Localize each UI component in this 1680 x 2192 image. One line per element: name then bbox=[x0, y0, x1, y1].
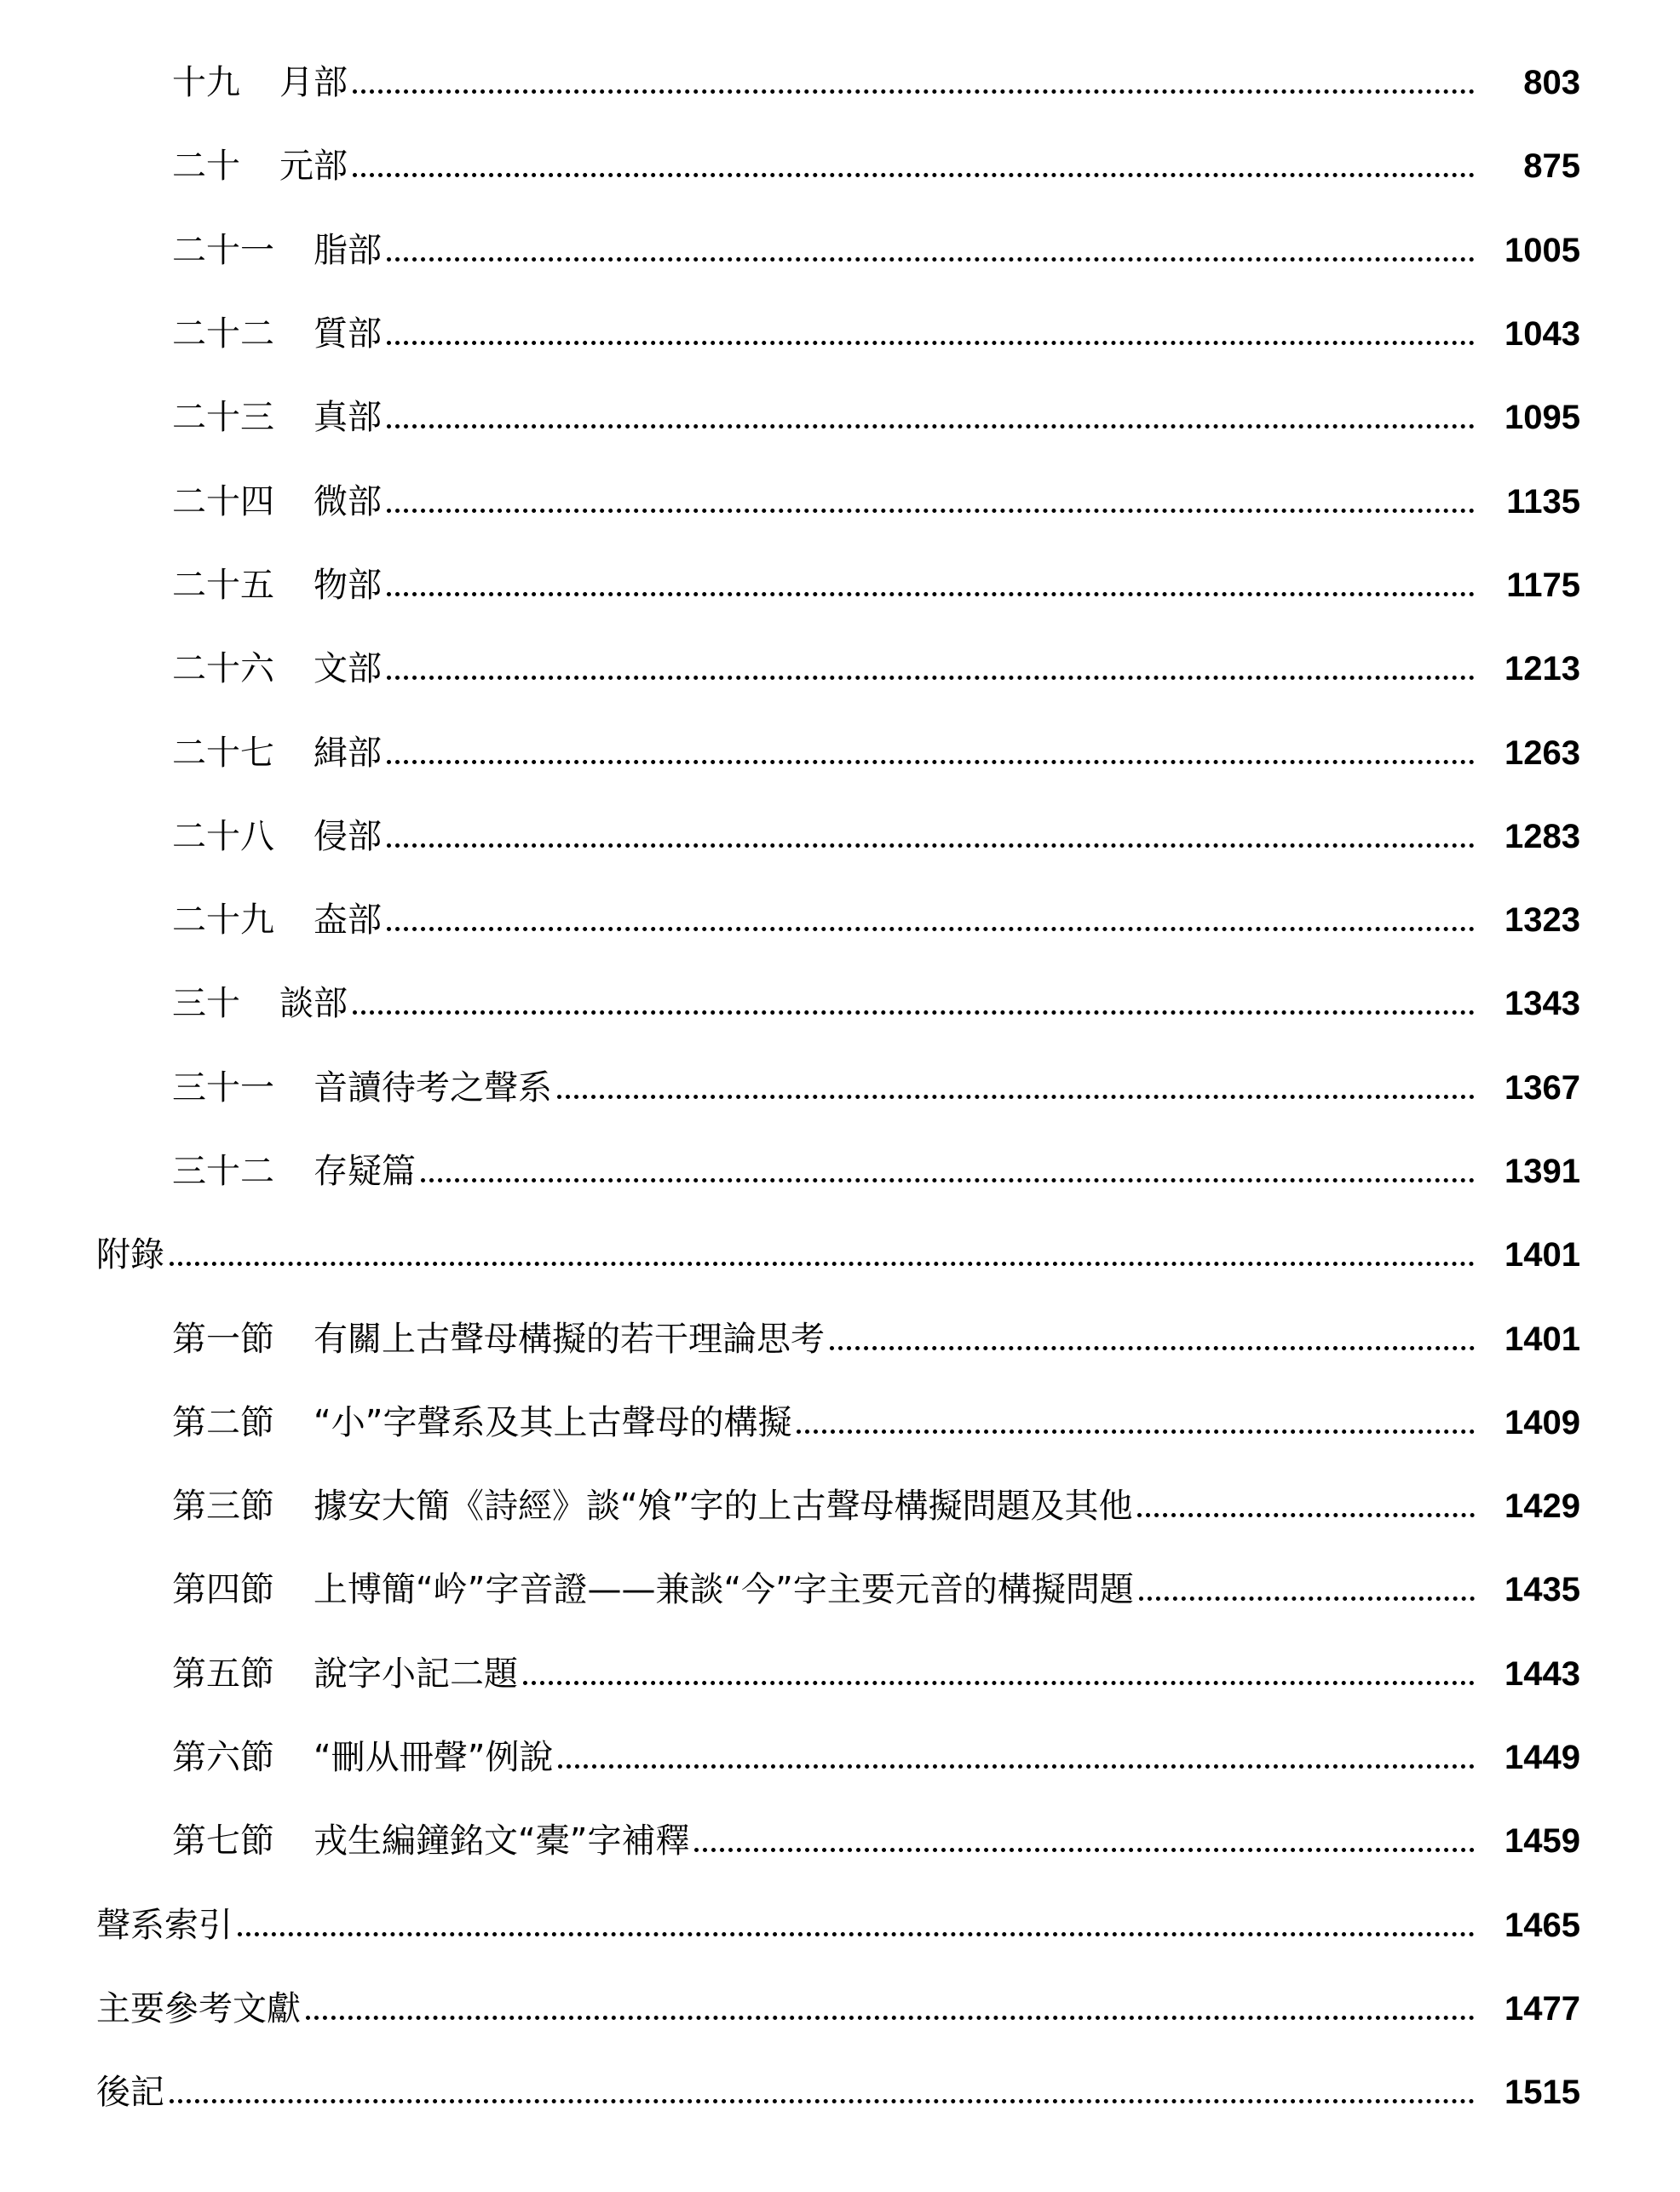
entry-number: 二十七 bbox=[172, 733, 274, 773]
toc-entry[interactable] bbox=[0, 1464, 1680, 1548]
page-number: 1135 bbox=[1506, 482, 1580, 521]
toc-entry[interactable] bbox=[0, 627, 1680, 711]
toc-entry[interactable] bbox=[0, 962, 1680, 1045]
entry-title: “小”字聲系及其上古聲母的構擬 bbox=[314, 1402, 792, 1442]
entry-title: 微部 bbox=[314, 481, 382, 521]
dot-leader bbox=[421, 1150, 1475, 1193]
toc-entry[interactable] bbox=[0, 795, 1680, 878]
page-number: 1213 bbox=[1505, 650, 1580, 688]
entry-number: 三十一 bbox=[172, 1067, 274, 1108]
entry-number: 第一節 bbox=[172, 1319, 274, 1359]
dot-leader bbox=[353, 145, 1475, 187]
entry-number: 第六節 bbox=[172, 1738, 274, 1778]
entry-title: 存疑篇 bbox=[314, 1152, 416, 1191]
entry-number: 三十二 bbox=[172, 1152, 274, 1191]
page-number: 1435 bbox=[1505, 1571, 1580, 1609]
dot-leader bbox=[387, 732, 1475, 774]
toc-entry[interactable] bbox=[0, 1967, 1680, 2051]
dot-leader bbox=[387, 815, 1475, 858]
dot-leader bbox=[170, 2071, 1475, 2114]
entry-number: 十九 bbox=[172, 63, 240, 103]
entry-title: 緝部 bbox=[314, 733, 382, 773]
toc-entry[interactable] bbox=[0, 1130, 1680, 1213]
dot-leader bbox=[830, 1318, 1475, 1361]
toc-entry[interactable] bbox=[0, 1213, 1680, 1297]
dot-leader bbox=[387, 396, 1475, 439]
toc-entry[interactable] bbox=[0, 1716, 1680, 1799]
entry-number: 第四節 bbox=[172, 1570, 274, 1610]
entry-title: 有關上古聲母構擬的若干理論思考 bbox=[314, 1319, 825, 1359]
entry-title: 戎生編鐘銘文“橐”字補釋 bbox=[314, 1821, 690, 1861]
page-number: 1391 bbox=[1505, 1153, 1580, 1190]
page-number: 1429 bbox=[1505, 1487, 1580, 1526]
entry-title: 附錄 bbox=[96, 1235, 164, 1275]
page-number: 1283 bbox=[1505, 817, 1580, 855]
table-of-contents bbox=[0, 41, 1680, 2134]
toc-entry[interactable] bbox=[0, 292, 1680, 376]
entry-title: 元部 bbox=[279, 147, 348, 187]
page-number: 1095 bbox=[1505, 399, 1580, 437]
dot-leader bbox=[387, 899, 1475, 941]
page-number: 1343 bbox=[1505, 985, 1580, 1023]
dot-leader bbox=[558, 1736, 1475, 1779]
toc-entry[interactable] bbox=[0, 124, 1680, 208]
entry-title: 音讀待考之聲系 bbox=[314, 1067, 552, 1108]
toc-entry[interactable] bbox=[0, 1799, 1680, 1883]
toc-entry[interactable] bbox=[0, 1548, 1680, 1631]
dot-leader bbox=[523, 1653, 1475, 1695]
entry-title: 上博簡“岒”字音證——兼談“今”字主要元音的構擬問題 bbox=[314, 1570, 1134, 1610]
entry-title: 聲系索引 bbox=[96, 1905, 233, 1945]
page-number: 1401 bbox=[1505, 1236, 1580, 1274]
toc-entry[interactable] bbox=[0, 1884, 1680, 1967]
dot-leader bbox=[170, 1234, 1475, 1276]
entry-title: 談部 bbox=[279, 984, 348, 1024]
page-number: 803 bbox=[1523, 64, 1580, 102]
entry-number: 第五節 bbox=[172, 1654, 274, 1694]
entry-title: 盇部 bbox=[314, 900, 382, 941]
page-number: 1263 bbox=[1505, 734, 1580, 772]
entry-number: 第七節 bbox=[172, 1821, 274, 1861]
entry-title: 月部 bbox=[279, 63, 348, 103]
dot-leader bbox=[387, 229, 1475, 272]
dot-leader bbox=[353, 982, 1475, 1025]
entry-number: 二十二 bbox=[172, 314, 274, 354]
page-number: 1477 bbox=[1505, 1989, 1580, 2028]
toc-entry[interactable] bbox=[0, 1297, 1680, 1380]
page-number: 1323 bbox=[1505, 901, 1580, 940]
page-number: 1367 bbox=[1505, 1068, 1580, 1107]
dot-leader bbox=[353, 61, 1475, 104]
toc-entry[interactable] bbox=[0, 41, 1680, 124]
page-number: 1465 bbox=[1505, 1906, 1580, 1944]
dot-leader bbox=[387, 480, 1475, 523]
entry-title: 物部 bbox=[314, 565, 382, 605]
page-number: 1459 bbox=[1505, 1822, 1580, 1861]
toc-entry[interactable] bbox=[0, 1381, 1680, 1464]
entry-number: 三十 bbox=[172, 984, 240, 1024]
entry-number: 二十六 bbox=[172, 649, 274, 689]
page-number: 875 bbox=[1523, 147, 1580, 186]
dot-leader bbox=[1139, 1568, 1475, 1611]
entry-number: 二十九 bbox=[172, 900, 274, 941]
toc-entry[interactable] bbox=[0, 376, 1680, 459]
dot-leader bbox=[387, 564, 1475, 607]
entry-title: 脂部 bbox=[314, 230, 382, 270]
entry-number: 二十五 bbox=[172, 565, 274, 605]
dot-leader bbox=[557, 1067, 1475, 1109]
page-number: 1449 bbox=[1505, 1739, 1580, 1777]
dot-leader bbox=[694, 1820, 1475, 1862]
toc-entry[interactable] bbox=[0, 544, 1680, 627]
entry-number: 二十四 bbox=[172, 481, 274, 521]
toc-entry[interactable] bbox=[0, 2051, 1680, 2134]
entry-title: 侵部 bbox=[314, 816, 382, 856]
toc-entry[interactable] bbox=[0, 878, 1680, 962]
entry-title: 文部 bbox=[314, 649, 382, 689]
page-number: 1409 bbox=[1505, 1403, 1580, 1441]
dot-leader bbox=[387, 313, 1475, 355]
page-number: 1515 bbox=[1505, 2074, 1580, 2112]
dot-leader bbox=[387, 647, 1475, 690]
page-number: 1175 bbox=[1506, 566, 1580, 604]
page-number: 1401 bbox=[1505, 1320, 1580, 1358]
toc-entry[interactable] bbox=[0, 209, 1680, 292]
entry-title: 後記 bbox=[96, 2073, 164, 2113]
entry-number: 二十 bbox=[172, 147, 240, 187]
page-number: 1043 bbox=[1505, 315, 1580, 354]
dot-leader bbox=[1137, 1485, 1475, 1527]
entry-number: 二十一 bbox=[172, 230, 274, 270]
page-number: 1443 bbox=[1505, 1654, 1580, 1693]
entry-title: 主要參考文獻 bbox=[96, 1988, 301, 2028]
entry-number: 第二節 bbox=[172, 1402, 274, 1442]
entry-title: 真部 bbox=[314, 398, 382, 438]
toc-entry[interactable] bbox=[0, 1046, 1680, 1130]
entry-title: 質部 bbox=[314, 314, 382, 354]
dot-leader bbox=[238, 1904, 1475, 1947]
dot-leader bbox=[797, 1401, 1475, 1444]
toc-entry[interactable] bbox=[0, 711, 1680, 794]
entry-title: 據安大簡《詩經》談“飧”字的上古聲母構擬問題及其他 bbox=[314, 1487, 1133, 1527]
dot-leader bbox=[306, 1988, 1475, 2030]
toc-entry[interactable] bbox=[0, 459, 1680, 543]
toc-entry[interactable] bbox=[0, 1632, 1680, 1716]
entry-number: 第三節 bbox=[172, 1487, 274, 1527]
page-number: 1005 bbox=[1505, 231, 1580, 269]
entry-number: 二十三 bbox=[172, 398, 274, 438]
entry-title: 說字小記二題 bbox=[314, 1654, 518, 1694]
entry-title: “刪从冊聲”例說 bbox=[314, 1738, 554, 1778]
entry-number: 二十八 bbox=[172, 816, 274, 856]
